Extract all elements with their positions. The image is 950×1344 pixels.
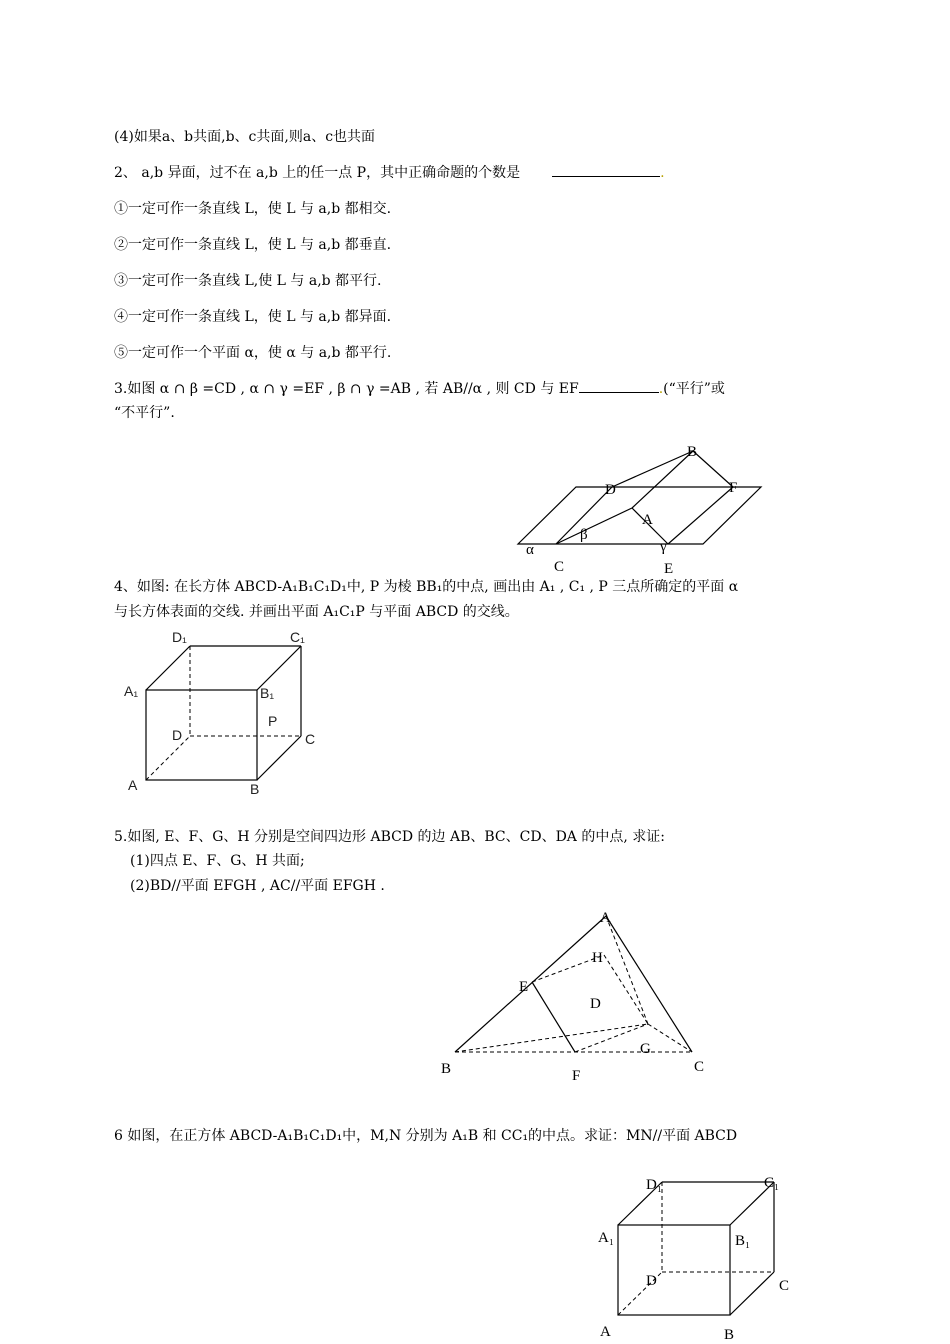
- q5-label-D: D: [590, 996, 601, 1012]
- q5-line2: (1)四点 E、F、G、H 共面;: [130, 853, 305, 869]
- q3-label-E: E: [664, 561, 674, 577]
- q6-label-D1: D₁: [646, 1177, 663, 1193]
- q5-label-H: H: [592, 950, 603, 966]
- q2-option-3: ③一定可作一条直线 L,使 L 与 a,b 都平行.: [114, 273, 382, 289]
- q5-line1: 5.如图, E、F、G、H 分别是空间四边形 ABCD 的边 AB、BC、CD、DA 的中点, 求证:: [114, 829, 665, 845]
- q6-label-A1: A₁: [598, 1230, 615, 1246]
- q4-label-C1: C₁: [290, 629, 305, 645]
- q5-label-E: E: [519, 979, 529, 995]
- q2-option-2: ②一定可作一条直线 L，使 L 与 a,b 都垂直.: [114, 237, 392, 253]
- q3-line2: “不平行”.: [114, 405, 175, 421]
- q2-option-1: ①一定可作一条直线 L，使 L 与 a,b 都相交.: [114, 201, 392, 217]
- q4-label-B1: B₁: [260, 685, 275, 701]
- q6-label-C1: C₁: [764, 1175, 780, 1191]
- edge-bc: [730, 1272, 774, 1315]
- q6-label-A: A: [600, 1324, 611, 1340]
- q4-label-C: C: [305, 731, 316, 747]
- q6-label-B1: B₁: [735, 1233, 751, 1249]
- q5-label-B: B: [441, 1061, 452, 1077]
- q2-stem-text: 2、 a,b 异面，过不在 a,b 上的任一点 P，其中正确命题的个数是: [114, 165, 521, 181]
- q3-label-beta: β: [580, 527, 588, 543]
- q5-label-A: A: [600, 910, 611, 926]
- q3-label-alpha: α: [526, 542, 534, 558]
- q4-label-A: A: [128, 777, 138, 793]
- q3-label-D: D: [605, 482, 616, 498]
- q5-label-G: G: [640, 1041, 651, 1057]
- q2-option-5: ⑤一定可作一个平面 α，使 α 与 a,b 都平行.: [114, 345, 392, 361]
- q4-line1: 4、如图: 在长方体 ABCD-A₁B₁C₁D₁中, P 为棱 BB₁的中点, 画出由 A₁ , C₁ , P 三点所确定的平面 α: [114, 579, 739, 595]
- q3-label-F: F: [729, 480, 738, 496]
- q3-period: .: [658, 381, 664, 397]
- q3-label-gamma: γ: [660, 539, 667, 555]
- q5-line3: (2)BD//平面 EFGH , AC//平面 EFGH .: [130, 878, 385, 894]
- q3-label-A: A: [642, 512, 653, 528]
- q4-label-A1: A₁: [124, 683, 139, 699]
- q4-label-P: P: [268, 713, 278, 729]
- q6-line1: 6 如图，在正方体 ABCD-A₁B₁C₁D₁中，M,N 分别为 A₁B 和 CC₁的中点。求证：MN//平面 ABCD: [114, 1128, 738, 1144]
- q6-label-C: C: [779, 1278, 790, 1294]
- q3-label-B: B: [687, 444, 698, 460]
- q4-line2: 与长方体表面的交线. 并画出平面 A₁C₁P 与平面 ABCD 的交线。: [114, 604, 519, 620]
- q2-option-4: ④一定可作一条直线 L，使 L 与 a,b 都异面.: [114, 309, 392, 325]
- front-face: [618, 1225, 730, 1315]
- q3-line1-text: 3.如图 α ∩ β =CD , α ∩ γ =EF , β ∩ γ =AB , 若 AB//α , 则 CD 与 EF: [114, 381, 579, 397]
- q5-label-C: C: [694, 1059, 705, 1075]
- q2-period: .: [660, 165, 665, 181]
- q4-label-B: B: [250, 781, 260, 797]
- q3-label-C: C: [554, 559, 565, 575]
- q5-label-F: F: [572, 1068, 581, 1084]
- q3-line1-end: (“平行”或: [663, 381, 725, 397]
- q4-label-D1: D₁: [172, 629, 187, 645]
- q6-label-D: D: [646, 1273, 657, 1289]
- q1-item4: (4)如果a、b共面,b、c共面,则a、c也共面: [114, 129, 376, 145]
- q6-label-B: B: [724, 1327, 735, 1343]
- q4-label-D: D: [172, 727, 183, 743]
